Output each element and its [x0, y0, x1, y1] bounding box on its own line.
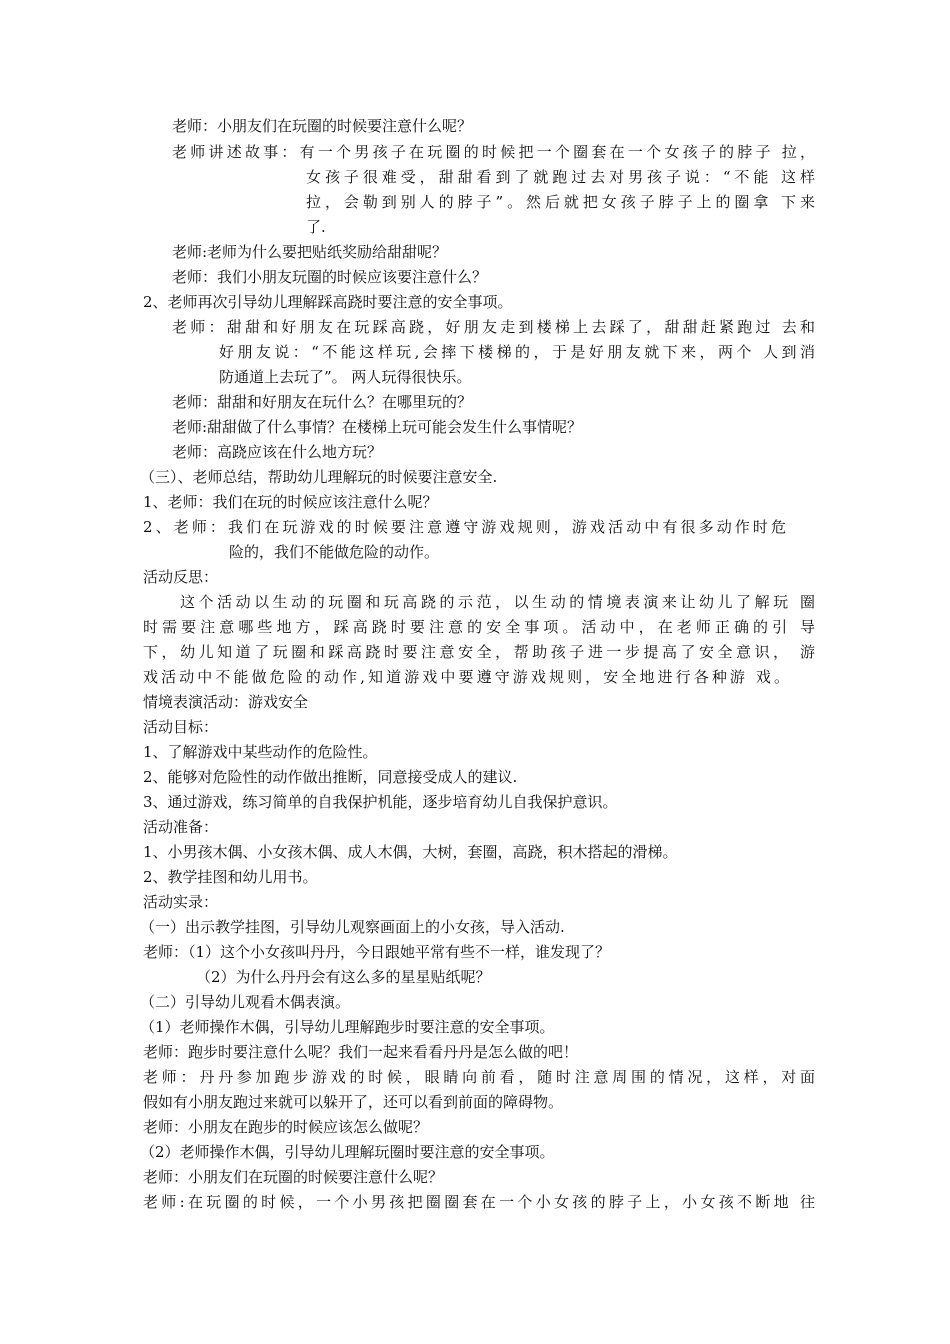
- text-line: 假如有小朋友跑过来就可以躲开了，还可以看到前面的障碍物。: [143, 1093, 564, 1111]
- text-line: 2、能够对危险性的动作做出推断，同意接受成人的建议.: [143, 768, 518, 786]
- text-line: 3、通过游戏，练习简单的自我保护机能，逐步培育幼儿自我保护意识。: [143, 793, 618, 811]
- section-heading: 活动实录：: [143, 893, 219, 911]
- text-line: 险的，我们不能做危险的动作。: [229, 543, 440, 561]
- text-line: 1、小男孩木偶、小女孩木偶、成人木偶，大树，套圈，高跷，积木搭起的滑梯。: [143, 843, 678, 861]
- text-line: 2、老师：我们在玩游戏的时候要注意遵守游戏规则，游戏活动中有很多动作时危: [143, 518, 786, 536]
- text-line: 拉，会勒到别人的脖子”。然后就把女孩子脖子上的圈拿 下来: [306, 193, 815, 211]
- section-heading: （三）、老师总结，帮助幼儿理解玩的时候要注意安全.: [140, 468, 498, 486]
- text-line: 好朋友说：“不能这样玩,会摔下楼梯的，于是好朋友就下来，两个 人到消: [219, 343, 815, 361]
- text-line: 了.: [306, 218, 326, 236]
- text-line: 2、老师再次引导幼儿理解踩高跷时要注意的安全事项。: [143, 293, 513, 311]
- text-line: 戏活动中不能做危险的动作,知道游戏中要遵守游戏规则，安全地进行各种游 戏。: [143, 668, 789, 686]
- text-line: 老师：跑步时要注意什么呢？我们一起来看看丹丹是怎么做的吧！: [143, 1043, 579, 1061]
- text-line: （2）老师操作木偶，引导幼儿理解玩圈时要注意的安全事项。: [140, 1143, 555, 1161]
- text-line: 时需要注意哪些地方，踩高跷时要注意的安全事项。活动中，在老师正确的引 导: [143, 618, 815, 636]
- text-line: 这个活动以生动的玩圈和玩高跷的示范，以生动的情境表演来让幼儿了解玩 圈: [180, 593, 815, 611]
- text-line: 老师讲述故事：有一个男孩子在玩圈的时候把一个圈套在一个女孩子的脖子 拉，: [172, 143, 815, 161]
- text-line: 防通道上去玩了”。 两人玩得很快乐。: [219, 368, 472, 386]
- text-line: 老师:在玩圈的时候，一个小男孩把圈圈套在一个小女孩的脖子上，小女孩不断地 往: [143, 1193, 815, 1211]
- text-line: 老师：丹丹参加跑步游戏的时候，眼睛向前看，随时注意周围的情况，这样，对面: [143, 1068, 815, 1086]
- text-line: （一）出示教学挂图，引导幼儿观察画面上的小女孩，导入活动.: [140, 918, 565, 936]
- text-line: （2）为什么丹丹会有这么多的星星贴纸呢？: [196, 968, 491, 986]
- text-line: 老师：小朋友们在玩圈的时候要注意什么呢？: [143, 1168, 444, 1186]
- text-line: 老师：小朋友在跑步的时候应该怎么做呢？: [143, 1118, 429, 1136]
- text-line: 老师:老师为什么要把贴纸奖励给甜甜呢？: [172, 243, 448, 261]
- text-line: 下，幼儿知道了玩圈和踩高跷时要注意安全，帮助孩子进一步提高了安全意识， 游: [143, 643, 815, 661]
- text-line: 老师:甜甜做了什么事情？在楼梯上玩可能会发生什么事情呢？: [172, 418, 583, 436]
- text-line: 女孩子很难受，甜甜看到了就跑过去对男孩子说：“不能 这样: [306, 168, 815, 186]
- text-line: （二）引导幼儿观看木偶表演。: [140, 993, 351, 1011]
- text-line: 老师：高跷应该在什么地方玩？: [172, 443, 383, 461]
- section-heading: 活动目标：: [143, 718, 219, 736]
- text-line: 老师：我们小朋友玩圈的时候应该要注意什么？: [172, 268, 488, 286]
- text-line: （1）老师操作木偶，引导幼儿理解跑步时要注意的安全事项。: [140, 1018, 555, 1036]
- text-line: 老师：甜甜和好朋友在玩踩高跷，好朋友走到楼梯上去踩了，甜甜赶紧跑过 去和: [172, 318, 815, 336]
- section-heading: 活动反思：: [143, 568, 219, 586]
- text-line: 1、老师：我们在玩的时候应该注意什么呢？: [143, 493, 438, 511]
- text-line: 2、教学挂图和幼儿用书。: [143, 868, 318, 886]
- text-line: 老师：（1）这个小女孩叫丹丹，今日跟她平常有些不一样，谁发现了？: [143, 943, 611, 961]
- text-line: 老师：小朋友们在玩圈的时候要注意什么呢？: [172, 117, 473, 135]
- text-line: 老师：甜甜和好朋友在玩什么？在哪里玩的？: [172, 393, 473, 411]
- text-line: 1、了解游戏中某些动作的危险性。: [143, 743, 378, 761]
- section-heading: 活动准备：: [143, 818, 219, 836]
- section-heading: 情境表演活动：游戏安全: [143, 693, 309, 711]
